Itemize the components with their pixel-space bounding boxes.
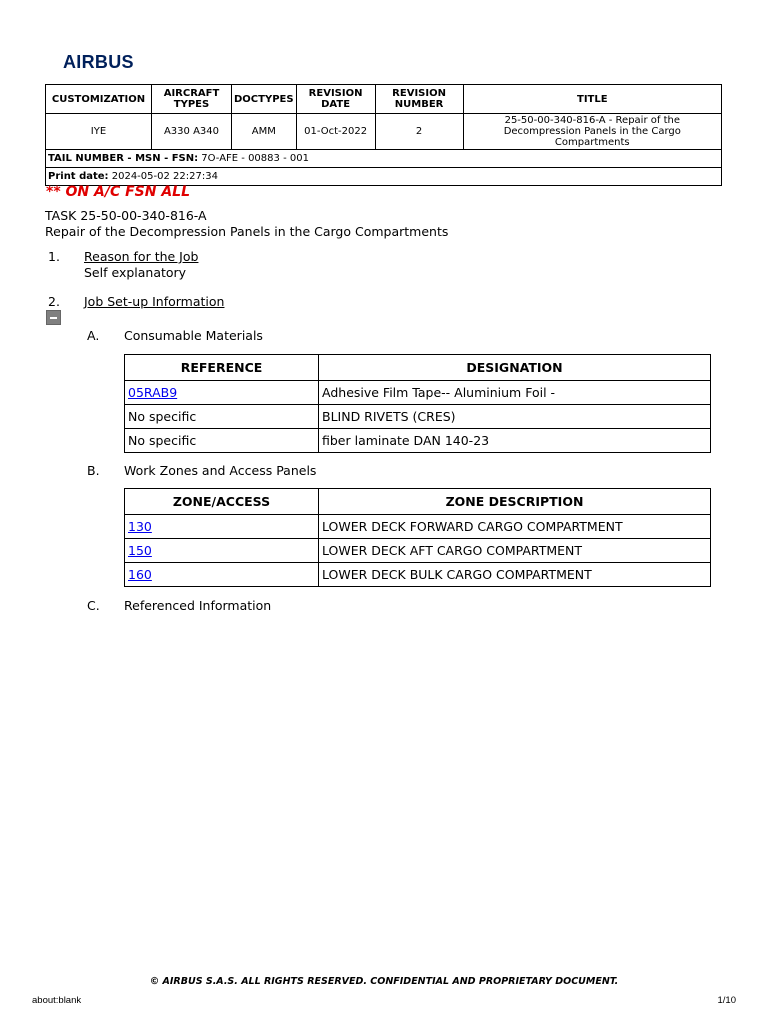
print-date-row bbox=[46, 168, 722, 186]
zones-header-zone: ZONE/ACCESS bbox=[125, 489, 319, 515]
section-1-number: 1. bbox=[48, 249, 60, 264]
copyright-footer: © AIRBUS S.A.S. ALL RIGHTS RESERVED. CONFIDENTIAL AND PROPRIETARY DOCUMENT. bbox=[149, 976, 619, 987]
subsection-c-title: Referenced Information bbox=[124, 598, 272, 613]
revision-date-value: 01-Oct-2022 bbox=[296, 114, 375, 150]
page-number: 1/10 bbox=[717, 995, 736, 1006]
consumables-table bbox=[124, 354, 711, 453]
section-2-title: Job Set-up Information bbox=[84, 294, 225, 309]
task-id: TASK 25-50-00-340-816-A bbox=[45, 208, 207, 223]
consumables-header-reference: REFERENCE bbox=[125, 355, 319, 381]
section-2-number: 2. bbox=[48, 294, 60, 309]
consumable-ref-link[interactable]: 05RAB9 bbox=[128, 385, 178, 400]
metadata-table bbox=[45, 84, 722, 186]
header-revision-number: REVISION NUMBER bbox=[375, 85, 463, 114]
zone-link[interactable]: 160 bbox=[128, 567, 152, 582]
task-heading bbox=[45, 208, 448, 240]
subsection-a-letter: A. bbox=[87, 328, 100, 343]
tail-number-value: 7O-AFE - 00883 - 001 bbox=[201, 153, 309, 164]
print-date-value: 2024-05-02 22:27:34 bbox=[111, 171, 218, 182]
table-row bbox=[125, 539, 711, 563]
revision-number-value: 2 bbox=[375, 114, 463, 150]
consumable-designation: BLIND RIVETS (CRES) bbox=[319, 405, 711, 429]
subsection-b-title: Work Zones and Access Panels bbox=[124, 463, 317, 478]
zone-link[interactable]: 150 bbox=[128, 543, 152, 558]
table-row bbox=[125, 429, 711, 453]
zone-description: LOWER DECK FORWARD CARGO COMPARTMENT bbox=[319, 515, 711, 539]
table-row bbox=[125, 405, 711, 429]
table-row bbox=[125, 515, 711, 539]
consumable-designation: Adhesive Film Tape-- Aluminium Foil - bbox=[319, 381, 711, 405]
zones-header-description: ZONE DESCRIPTION bbox=[319, 489, 711, 515]
title-value: 25-50-00-340-816-A - Repair of the Decompression Panels in the Cargo Compartments bbox=[463, 114, 721, 150]
header-customization: CUSTOMIZATION bbox=[46, 85, 152, 114]
zone-description: LOWER DECK BULK CARGO COMPARTMENT bbox=[319, 563, 711, 587]
customization-value: IYE bbox=[46, 114, 152, 150]
subsection-a-title: Consumable Materials bbox=[124, 328, 263, 343]
header-aircraft-types: AIRCRAFT TYPES bbox=[152, 85, 232, 114]
subsection-c-letter: C. bbox=[87, 598, 100, 613]
effectivity-statement: ** ON A/C FSN ALL bbox=[46, 184, 191, 200]
consumable-ref: No specific bbox=[125, 405, 319, 429]
task-title: Repair of the Decompression Panels in the Cargo Compartments bbox=[45, 224, 449, 239]
doctypes-value: AMM bbox=[232, 114, 297, 150]
airbus-logo: AIRBUS bbox=[63, 52, 134, 72]
zone-description: LOWER DECK AFT CARGO COMPARTMENT bbox=[319, 539, 711, 563]
collapse-minus-icon[interactable] bbox=[46, 310, 61, 325]
zone-link[interactable]: 130 bbox=[128, 519, 152, 534]
tail-number-row bbox=[46, 150, 722, 168]
tail-number-label: TAIL NUMBER - MSN - FSN: bbox=[48, 153, 199, 164]
table-row bbox=[125, 381, 711, 405]
header-title: TITLE bbox=[463, 85, 721, 114]
subsection-b-letter: B. bbox=[87, 463, 100, 478]
print-date-label: Print date: bbox=[48, 171, 109, 182]
zones-table bbox=[124, 488, 711, 587]
section-1-body: Self explanatory bbox=[84, 265, 187, 280]
aircraft-types-value: A330 A340 bbox=[152, 114, 232, 150]
print-url: about:blank bbox=[32, 995, 82, 1006]
consumable-designation: fiber laminate DAN 140-23 bbox=[319, 429, 711, 453]
header-doctypes: DOCTYPES bbox=[232, 85, 297, 114]
header-revision-date: REVISION DATE bbox=[296, 85, 375, 114]
table-row bbox=[125, 563, 711, 587]
consumable-ref: No specific bbox=[125, 429, 319, 453]
section-1-title: Reason for the Job bbox=[84, 249, 199, 264]
consumables-header-designation: DESIGNATION bbox=[319, 355, 711, 381]
